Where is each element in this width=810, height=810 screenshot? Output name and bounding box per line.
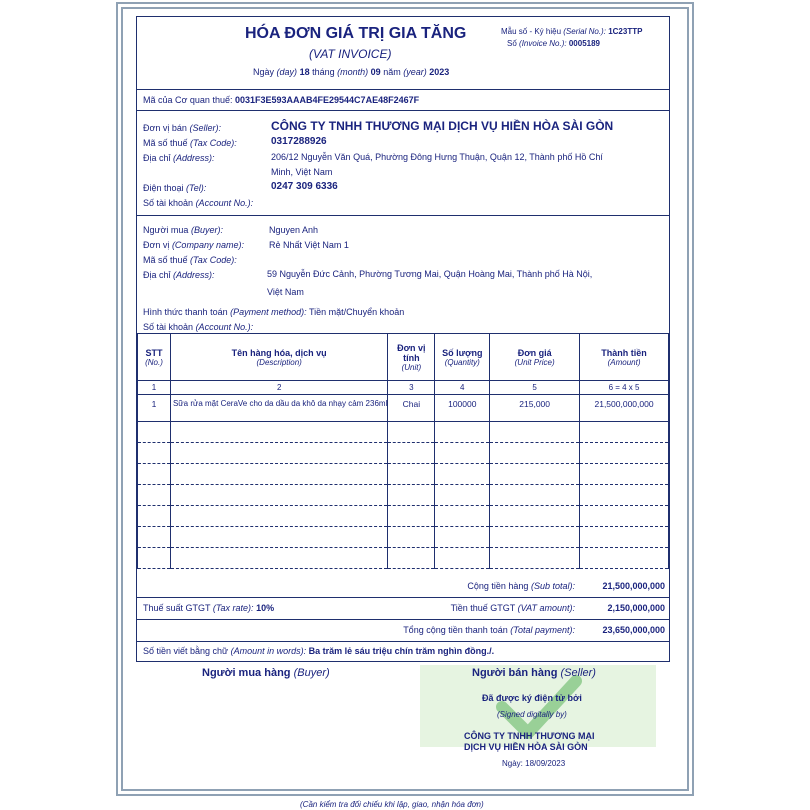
items-table: [137, 333, 669, 569]
signed-date: Ngày: 18/09/2023: [502, 759, 566, 768]
payment-method-line: Hình thức thanh toán (Payment method): Tiền mặt/Chuyển khoản: [143, 307, 405, 317]
date-month-en: (month): [337, 67, 369, 77]
header-no: STT (No.): [138, 334, 171, 381]
number-value: 0005189: [568, 39, 600, 48]
number-label-en: (Invoice No.):: [519, 39, 567, 48]
seller-address-line1: 206/12 Nguyễn Văn Quá, Phường Đông Hưng Thuận, Quận 12, Thành phố Hồ Chí: [271, 152, 603, 162]
table-row-empty: [138, 506, 669, 527]
item-quantity: 100000: [435, 395, 490, 422]
divider: [137, 215, 669, 216]
seller-name: CÔNG TY TNHH THƯƠNG MẠI DỊCH VỤ HIỀN HÒA SÀI GÒN: [271, 119, 614, 133]
seller-tax-code: 0317288926: [271, 136, 327, 147]
tax-rate-line: Thuế suất GTGT (Tax rate): 10%: [143, 603, 275, 613]
table-row-empty: [138, 527, 669, 548]
header-quantity: Số lượng (Quantity): [435, 334, 490, 381]
divider: [137, 110, 669, 111]
buyer-company: Rẻ Nhất Việt Nam 1: [269, 240, 349, 250]
number-label: Số: [507, 39, 517, 48]
index-cell: 6 = 4 x 5: [580, 381, 669, 395]
index-cell: 1: [138, 381, 171, 395]
item-no: 1: [138, 395, 171, 422]
buyer-signature-label: Người mua hàng (Buyer): [202, 667, 330, 679]
seller-name-label: Đơn vị bán (Seller):: [143, 123, 221, 133]
buyer-address-line2: Việt Nam: [267, 287, 304, 297]
seller-phone: 0247 309 6336: [271, 181, 338, 192]
item-unit: Chai: [388, 395, 435, 422]
vat-value: 2,150,000,000: [607, 603, 665, 613]
invoice-number-line: [507, 39, 600, 48]
tax-authority-line: [143, 95, 419, 105]
divider: [137, 89, 669, 90]
seller-signature-label: Người bán hàng (Seller): [472, 667, 596, 679]
invoice-document: [136, 16, 670, 662]
buyer-company-label: Đơn vị (Company name):: [143, 240, 244, 250]
buyer-tax-label: Mã số thuế (Tax Code):: [143, 255, 237, 265]
invoice-date: [253, 67, 449, 77]
date-year-vi: năm: [383, 67, 401, 77]
table-row-empty: [138, 548, 669, 569]
table-index-row: [138, 381, 669, 395]
date-month-vi: tháng: [312, 67, 335, 77]
serial-value: 1C23TTP: [608, 27, 643, 36]
table-header-row: [138, 334, 669, 381]
footer-note: (Cần kiểm tra đối chiếu khi lập, giao, nhận hóa đơn): [300, 800, 484, 809]
seller-address-line2: Minh, Việt Nam: [271, 167, 333, 177]
buyer-address-line1: 59 Nguyễn Đức Cảnh, Phường Tương Mai, Quận Hoàng Mai, Thành phố Hà Nội,: [267, 269, 593, 279]
item-description: Sữa rửa mặt CeraVe cho da dầu da khô da nhạy cảm 236ml: [170, 395, 387, 422]
date-month: 09: [370, 67, 381, 77]
buyer-name: Nguyen Anh: [269, 225, 319, 235]
invoice-title-en: (VAT INVOICE): [309, 47, 392, 61]
table-row-empty: [138, 485, 669, 506]
item-amount: 21,500,000,000: [580, 395, 669, 422]
total-label: Tổng cộng tiền thanh toán (Total payment):: [403, 625, 575, 635]
table-row-empty: [138, 422, 669, 443]
serial-label-en: (Serial No.):: [563, 27, 606, 36]
index-cell: 3: [388, 381, 435, 395]
divider: [137, 619, 669, 620]
tax-authority-label: Mã của Cơ quan thuế:: [143, 95, 233, 105]
item-unit-price: 215,000: [490, 395, 580, 422]
header-unit: Đơn vị tính (Unit): [388, 334, 435, 381]
header-description: Tên hàng hóa, dịch vụ (Description): [170, 334, 387, 381]
date-day: 18: [299, 67, 310, 77]
table-row-empty: [138, 464, 669, 485]
table-row-empty: [138, 443, 669, 464]
vat-label: Tiền thuế GTGT (VAT amount):: [450, 603, 575, 613]
seller-address-label: Địa chỉ (Address):: [143, 153, 215, 163]
date-year: 2023: [429, 67, 450, 77]
date-day-en: (day): [276, 67, 298, 77]
header-unit-price: Đơn giá (Unit Price): [490, 334, 580, 381]
seller-phone-label: Điện thoại (Tel):: [143, 183, 207, 193]
buyer-account-label: Số tài khoản (Account No.):: [143, 322, 254, 332]
signer-name-line1: CÔNG TY TNHH THƯƠNG MẠI: [464, 731, 595, 741]
signed-digitally-text-en: (Signed digitally by): [497, 710, 567, 719]
seller-tax-label: Mã số thuế (Tax Code):: [143, 138, 237, 148]
index-cell: 2: [170, 381, 387, 395]
date-prefix: Ngày: [253, 67, 275, 77]
serial-label: Mẫu số - Ký hiệu: [501, 27, 562, 36]
header-amount: Thành tiền (Amount): [580, 334, 669, 381]
invoice-title: HÓA ĐƠN GIÁ TRỊ GIA TĂNG: [245, 25, 467, 42]
divider: [137, 597, 669, 598]
signed-digitally-text: Đã được ký điện tử bởi: [482, 693, 582, 703]
total-value: 23,650,000,000: [602, 625, 665, 635]
subtotal-label: Cộng tiền hàng (Sub total):: [467, 581, 575, 591]
buyer-label: Người mua (Buyer):: [143, 225, 223, 235]
serial-line: [501, 27, 642, 36]
tax-authority-code: 0031F3E593AAAB4FE29544C7AE48F2467F: [234, 95, 420, 105]
buyer-address-label: Địa chỉ (Address):: [143, 270, 215, 280]
index-cell: 5: [490, 381, 580, 395]
subtotal-value: 21,500,000,000: [602, 581, 665, 591]
date-year-en: (year): [403, 67, 427, 77]
seller-account-label: Số tài khoản (Account No.):: [143, 198, 254, 208]
table-row: [138, 395, 669, 422]
signer-name-line2: DỊCH VỤ HIỀN HÒA SÀI GÒN: [464, 742, 588, 752]
index-cell: 4: [435, 381, 490, 395]
divider: [137, 641, 669, 642]
amount-in-words-line: Số tiền viết bằng chữ (Amount in words): Ba trăm lẻ sáu triệu chín trăm nghìn đồng./.: [143, 646, 495, 656]
